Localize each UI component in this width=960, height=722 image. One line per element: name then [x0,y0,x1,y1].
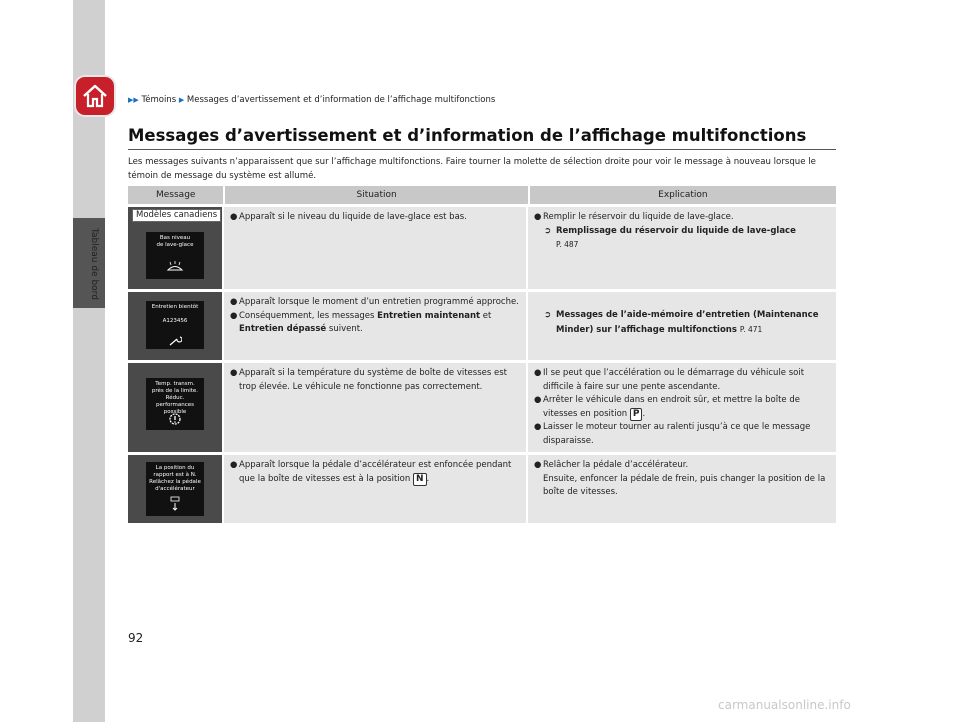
header-explication: Explication [658,190,708,200]
screen-text: Temp. transm. près de la limite. Réduc. performances possible [151,381,199,415]
situation-cell: ● Apparaît lorsque la pédale d’accélérateur est enfoncée pendant que la boîte de vitesses est à la position N . [224,455,528,523]
display-screen [146,301,204,349]
display-screen [146,232,204,279]
table-row [128,292,836,360]
cross-reference-link[interactable]: ➲ Remplissage du réservoir du liquide de lave-glace P. 487 [544,225,830,253]
watermark: carmanualsonline.info [718,698,851,712]
message-image [128,455,224,523]
display-screen [146,462,204,516]
table-row [128,207,836,289]
breadcrumb [128,95,495,105]
explication-cell [528,292,836,360]
screen-text: La position du rapport est à N. Relâchez la pédale d'accélérateur [149,465,201,492]
gear-key-badge: P [630,408,643,421]
breadcrumb-level2[interactable]: Messages d’avertissement et d’information de l’affichage multifonctions [186,95,496,105]
cross-reference-link[interactable]: ➲ Messages de l’aide-mémoire d’entretien (Maintenance Minder) sur l’affichage multifonctions P. 471 [544,309,830,337]
washer-fluid-icon [166,261,184,273]
table-row [128,455,836,523]
screen-text: Bas niveau de lave-glace [156,235,194,248]
message-image [128,207,224,289]
gear-key-badge: N [413,473,427,486]
situation-cell: ● Apparaît lorsque le moment d’un entretien programmé approche. ● Conséquemment, les messages Entretien maintenant et Entretien dépassé suivent. [224,292,528,360]
situation-cell: ● Apparaît si la température du système de boîte de vitesses est trop élevée. Le véhicule ne fonctionne pas correctement. [224,363,528,452]
section-side-label: Tableau de bord [89,228,99,300]
message-image [128,292,224,360]
explication-cell: ● Relâcher la pédale d’accélérateur. Ensuite, enfoncer la pédale de frein, puis changer la position de la boîte de vitesses. [534,460,826,497]
situation-cell: ● Apparaît si le niveau du liquide de lave-glace est bas. [224,207,528,289]
screen-text: Entretien bientôt A123456 [151,304,199,324]
transmission-temp-icon [167,411,183,427]
display-screen [146,378,204,430]
breadcrumb-level1[interactable]: Témoins [141,95,177,105]
wrench-icon [168,336,182,346]
header-message: Message [128,186,225,204]
header-situation: Situation [225,186,529,204]
message-image [128,363,224,452]
breadcrumb-arrow-icon: ▶ [178,96,185,104]
explication-cell: ● Remplir le réservoir du liquide de lave-glace. ➲ Remplissage du réservoir du liquide de lave-glace P. 487 [528,207,836,289]
messages-table [128,186,836,523]
table-header [128,186,836,204]
table-row [128,363,836,452]
home-icon [81,82,109,110]
page-number: 92 [128,631,144,645]
reference-arrow-icon: ➲ [544,310,552,320]
page-title: Messages d’avertissement et d’information de l’affichage multifonctions [128,126,807,145]
reference-arrow-icon: ➲ [544,225,552,236]
pedal-icon [168,496,182,512]
intro-paragraph: Les messages suivants n’apparaissent que sur l’affichage multifonctions. Faire tourner la molette de sélection droite pour voir le message à nouveau lorsque le témoin de message du système est allumé. [128,157,816,181]
region-badge: Modèles canadiens [132,209,221,222]
side-tab-bottom [73,308,105,722]
breadcrumb-arrow-icon: ▶▶ [128,96,139,104]
title-divider [128,149,836,150]
home-button[interactable] [76,77,114,115]
explication-cell: ● Il se peut que l’accélération ou le démarrage du véhicule soit difficile à faire sur une pente ascendante. ● Arrêter le véhicule dans en endroit sûr, et mettre la boîte de vitesses en position P . ● Laisser le moteur tourner au ralenti jusqu’à ce que le message disparaisse. [534,368,811,446]
